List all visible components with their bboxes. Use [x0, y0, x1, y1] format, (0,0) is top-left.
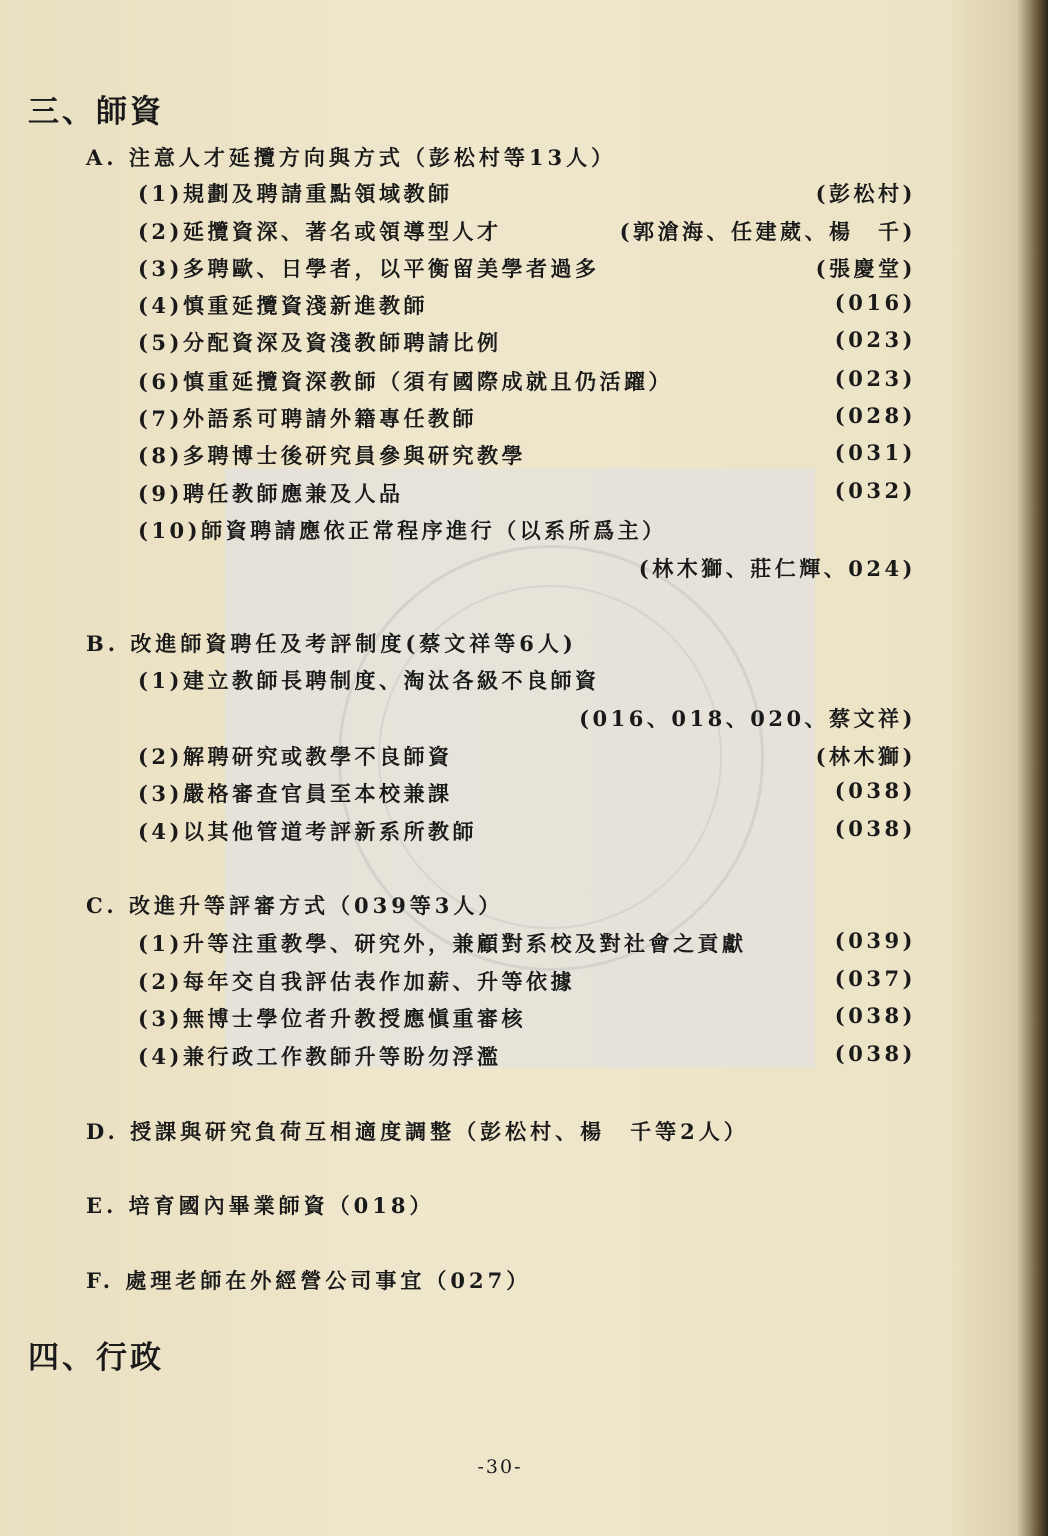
item-a2-text: (2)延攬資深、著名或領導型人才 [138, 219, 502, 244]
item-c1-text: (1)升等注重教學、研究外，兼顧對系校及對社會之貢獻 [138, 931, 747, 956]
item-c3-ref: (038) [834, 1003, 916, 1028]
item-c2-ref: (037) [834, 966, 916, 991]
item-b4-ref: (038) [834, 816, 916, 841]
item-a7-ref: (028) [834, 403, 916, 428]
item-a8-text: (8)多聘博士後研究員參與研究教學 [138, 443, 526, 468]
item-a8-ref: (031) [834, 440, 916, 465]
item-c2-text: (2)每年交自我評估表作加薪、升等依據 [138, 969, 575, 994]
item-b1-ref: (016、018、020、蔡文祥) [579, 706, 916, 731]
page-number: -30- [477, 1456, 523, 1478]
item-a9-ref: (032) [834, 478, 916, 503]
item-b2-ref: (林木獅) [815, 744, 916, 769]
item-a3-ref: (張慶堂) [815, 256, 916, 281]
item-a9-text: (9)聘任教師應兼及人品 [138, 481, 404, 506]
item-a5-text: (5)分配資深及資淺教師聘請比例 [138, 330, 502, 355]
item-a1-text: (1)規劃及聘請重點領域教師 [138, 181, 453, 206]
item-a6-ref: (023) [834, 366, 916, 391]
subsection-e-title: E. 培育國內畢業師資（018） [86, 1193, 435, 1218]
item-a3-text: (3)多聘歐、日學者，以平衡留美學者過多 [138, 256, 600, 281]
item-a10-text: (10)師資聘請應依正常程序進行（以系所爲主） [138, 518, 667, 543]
item-c4-text: (4)兼行政工作教師升等盼勿浮濫 [138, 1044, 502, 1069]
item-b3-text: (3)嚴格審查官員至本校兼課 [138, 781, 453, 806]
item-b4-text: (4)以其他管道考評新系所教師 [138, 819, 477, 844]
item-a2-ref: (郭滄海、任建葳、楊 千) [619, 219, 916, 244]
subsection-b-title: B. 改進師資聘任及考評制度(蔡文祥等6人) [86, 631, 577, 656]
item-b3-ref: (038) [834, 778, 916, 803]
item-a4-text: (4)慎重延攬資淺新進教師 [138, 293, 428, 318]
item-c3-text: (3)無博士學位者升教授應愼重審核 [138, 1006, 526, 1031]
subsection-a-title: A. 注意人才延攬方向與方式（彭松村等13人） [86, 145, 617, 170]
item-b2-text: (2)解聘研究或教學不良師資 [138, 744, 453, 769]
item-a5-ref: (023) [834, 327, 916, 352]
section-heading-4: 四、行政 [28, 1340, 164, 1376]
subsection-c-title: C. 改進升等評審方式（039等3人） [86, 893, 504, 918]
item-c4-ref: (038) [834, 1041, 916, 1066]
section-heading-3: 三、師資 [28, 94, 164, 130]
subsection-d-title: D. 授課與研究負荷互相適度調整（彭松村、楊 千等2人） [86, 1119, 749, 1144]
item-a1-ref: (彭松村) [815, 181, 916, 206]
subsection-f-title: F. 處理老師在外經營公司事宜（027） [86, 1268, 532, 1293]
item-a7-text: (7)外語系可聘請外籍專任教師 [138, 406, 477, 431]
item-c1-ref: (039) [834, 928, 916, 953]
item-b1-text: (1)建立教師長聘制度、淘汰各級不良師資 [138, 668, 600, 693]
item-a10-ref: (林木獅、莊仁輝、024) [638, 556, 916, 581]
item-a6-text: (6)慎重延攬資深教師（須有國際成就且仍活躍） [138, 369, 673, 394]
item-a4-ref: (016) [834, 290, 916, 315]
